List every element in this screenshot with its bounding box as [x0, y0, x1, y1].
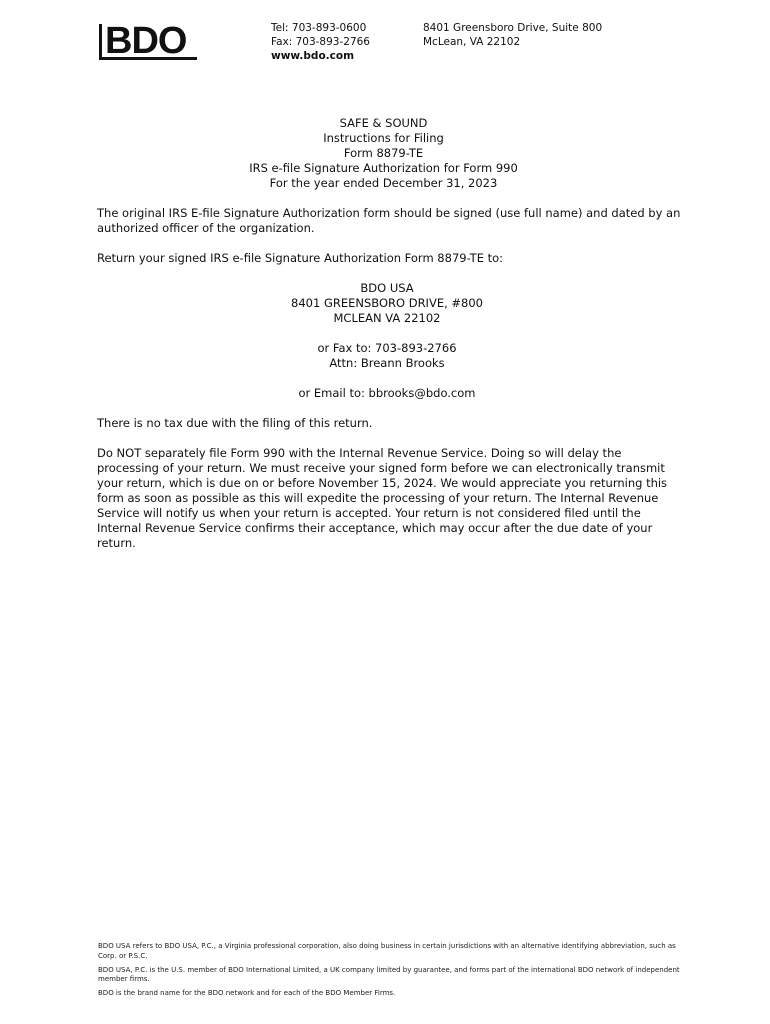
address-line-1: 8401 Greensboro Drive, Suite 800 — [423, 22, 603, 34]
paragraph-line: The original IRS E-file Signature Authorization form should be signed (use full name) and dated by an — [97, 206, 681, 220]
paragraph-line: your return, which is due on or before November 15, 2024. We would appreciate you returning this — [97, 476, 668, 490]
paragraph-line: form as soon as possible as this will expedite the processing of your return. The Internal Revenue — [97, 491, 659, 505]
footer-note-3 — [98, 989, 673, 999]
title-line-3: Form 8879-TE — [343, 146, 424, 160]
signing-instructions — [97, 206, 681, 236]
paragraph-line: Service will notify us when your return is accepted. Your return is not considered filed until the — [97, 506, 641, 520]
address-line-2: McLean, VA 22102 — [423, 36, 521, 48]
title-line-1: SAFE & SOUND — [339, 116, 428, 130]
svg-text:BDO: BDO — [105, 20, 187, 62]
footer-note-1 — [98, 942, 676, 961]
fax-number: Fax: 703-893-2766 — [271, 36, 370, 48]
website-link[interactable]: www.bdo.com — [271, 50, 355, 62]
document-title — [97, 116, 670, 191]
recipient-address — [97, 281, 677, 326]
footer-line: member firms. — [98, 975, 150, 983]
paragraph-line: Return your signed IRS e-file Signature Authorization Form 8879-TE to: — [97, 251, 504, 265]
paragraph-line: Internal Revenue Service confirms their acceptance, which may occur after the due date of your — [97, 521, 653, 535]
email-instructions — [97, 386, 677, 401]
footer-line: BDO USA, P.C. is the U.S. member of BDO International Limited, a UK company limited by guarantee, and forms part of the international BDO network of independent — [98, 965, 680, 974]
phone-number: Tel: 703-893-0600 — [271, 22, 367, 34]
paragraph-line: There is no tax due with the filing of this return. — [97, 416, 373, 430]
title-line-2: Instructions for Filing — [323, 131, 444, 145]
footer-line: BDO is the brand name for the BDO network and for each of the BDO Member Firms. — [98, 989, 396, 997]
fax-line: or Fax to: 703-893-2766 — [317, 341, 457, 355]
paragraph-line: processing of your return. We must receive your signed form before we can electronically transmit — [97, 461, 665, 475]
paragraph-line: return. — [97, 536, 136, 550]
recipient-city: MCLEAN VA 22102 — [333, 311, 441, 325]
recipient-name: BDO USA — [360, 281, 414, 295]
legal-footer — [98, 942, 680, 1003]
footer-line: Corp. or P.S.C. — [98, 951, 148, 960]
filing-warning — [97, 446, 677, 551]
tax-due-note — [97, 416, 677, 431]
office-address — [423, 21, 602, 49]
title-line-5: For the year ended December 31, 2023 — [269, 176, 498, 190]
title-line-4: IRS e-file Signature Authorization for Form 990 — [249, 161, 518, 175]
recipient-street: 8401 GREENSBORO DRIVE, #800 — [291, 296, 483, 310]
fax-instructions — [97, 341, 677, 371]
footer-note-2 — [98, 965, 680, 985]
email-line[interactable]: or Email to: bbrooks@bdo.com — [298, 386, 476, 400]
bdo-logo-icon — [97, 20, 201, 62]
return-instructions — [97, 251, 677, 266]
contact-block — [271, 21, 370, 63]
paragraph-line: Do NOT separately file Form 990 with the Internal Revenue Service. Doing so will delay the — [97, 446, 622, 460]
footer-line: BDO USA refers to BDO USA, P.C., a Virginia professional corporation, also doing business in certain jurisdictions with an alternative identifying abbreviation, such as — [98, 942, 676, 950]
paragraph-line: authorized officer of the organization. — [97, 221, 315, 235]
bdo-logo — [97, 20, 201, 62]
attention-line: Attn: Breann Brooks — [329, 356, 445, 370]
